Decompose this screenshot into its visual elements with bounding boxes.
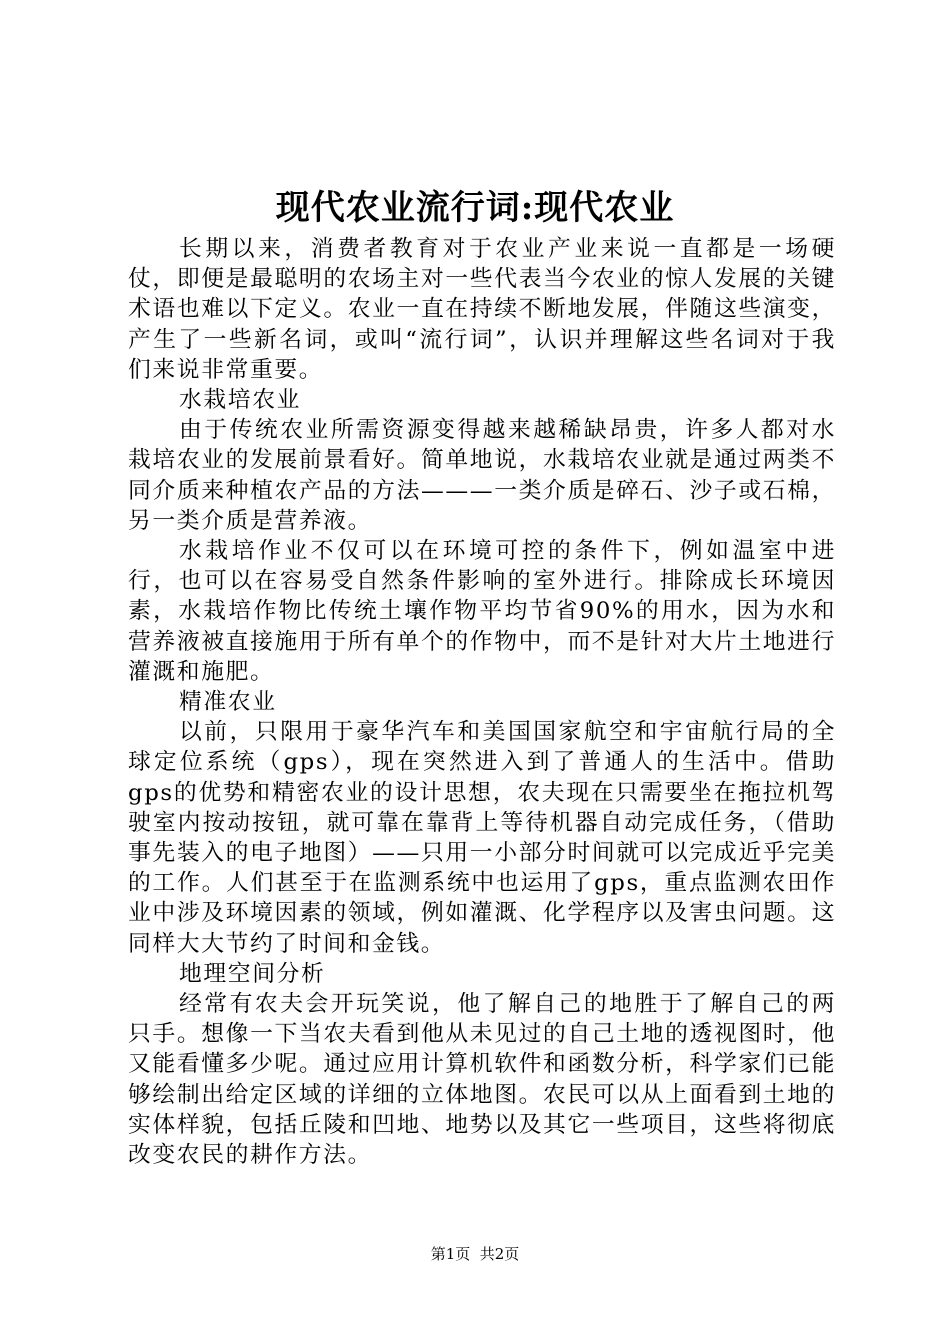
precision-agriculture-paragraph: 以前，只限用于豪华汽车和美国国家航空和宇宙航行局的全球定位系统（gps），现在突然进入到了普通人的生活中。借助gps的优势和精密农业的设计思想，农夫现在只需要坐在拖拉机驾驶室内按动按钮，就可靠在靠背上等待机器自动完成任务，（借助事先装入的电子地图）——只用一小部分时间就可以完成近乎完美的工作。人们甚至于在监测系统中也运用了gps，重点监测农田作业中涉及环境因素的领域，例如灌溉、化学程序以及害虫问题。这同样大大节约了时间和金钱。 <box>128 719 836 957</box>
section-heading-geospatial-analysis: 地理空间分析 <box>179 960 326 987</box>
intro-paragraph: 长期以来，消费者教育对于农业产业来说一直都是一场硬仗，即便是最聪明的农场主对一些代表当今农业的惊人发展的关键术语也难以下定义。农业一直在持续不断地发展，伴随这些演变，产生了一些新名词，或叫“流行词”，认识并理解这些名词对于我们来说非常重要。 <box>128 236 836 383</box>
section-heading-hydroponics: 水栽培农业 <box>179 387 301 414</box>
hydroponics-paragraph-1: 由于传统农业所需资源变得越来越稀缺昂贵，许多人都对水栽培农业的发展前景看好。简单地说，水栽培农业就是通过两类不同介质来种植农产品的方法———一类介质是碎石、沙子或石棉，另一类介质是营养液。 <box>128 417 836 534</box>
page-footer <box>0 1244 950 1264</box>
section-heading-precision-agriculture: 精准农业 <box>179 689 277 716</box>
geospatial-analysis-paragraph: 经常有农夫会开玩笑说，他了解自己的地胜于了解自己的两只手。想像一下当农夫看到他从未见过的自己土地的透视图时，他又能看懂多少呢。通过应用计算机软件和函数分析，科学家们已能够绘制出给定区域的详细的立体地图。农民可以从上面看到土地的实体样貌，包括丘陵和凹地、地势以及其它一些项目，这些将彻底改变农民的耕作方法。 <box>128 991 836 1169</box>
document-title: 现代农业流行词:现代农业 <box>275 188 675 228</box>
hydroponics-paragraph-2: 水栽培作业不仅可以在环境可控的条件下，例如温室中进行，也可以在容易受自然条件影响的室外进行。排除成长环境因素，水栽培作物比传统土壤作物平均节省90%的用水，因为水和营养液被直接施用于所有单个的作物中，而不是针对大片土地进行灌溉和施肥。 <box>128 538 836 685</box>
page-number: 第1页 共2页 <box>430 1245 520 1263</box>
document-body <box>128 234 836 1170</box>
